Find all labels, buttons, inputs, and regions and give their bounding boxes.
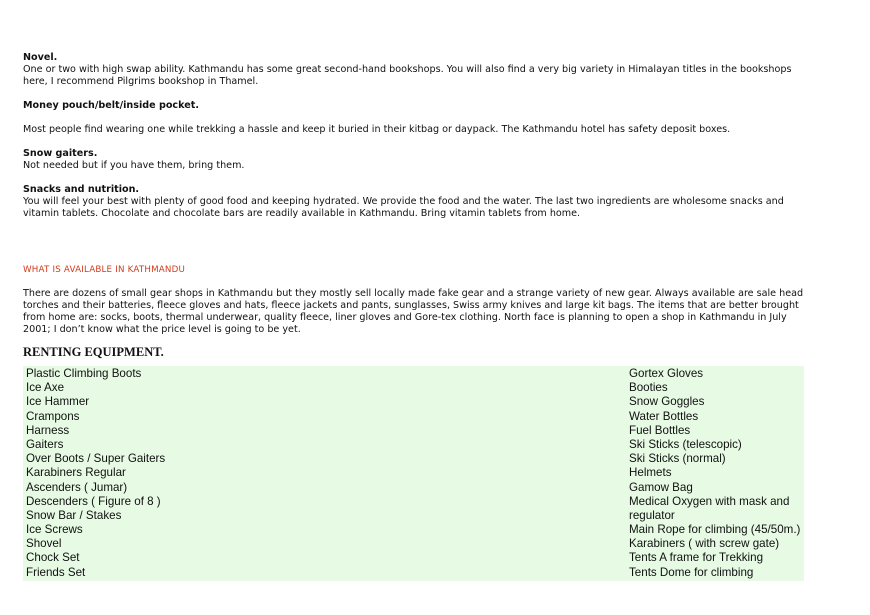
gaiters-heading: Snow gaiters. [23, 148, 98, 159]
list-item: Gortex Gloves [629, 367, 704, 380]
renting-equipment-table [23, 366, 804, 581]
list-item: Booties [629, 381, 668, 395]
list-item: Gamow Bag [629, 480, 693, 494]
list-item: Ice Hammer [26, 395, 90, 409]
list-item: Chock Set [26, 551, 80, 565]
list-item: Crampons [26, 409, 80, 423]
list-item: Tents Dome for climbing [629, 565, 754, 579]
money-heading: Money pouch/belt/inside pocket. [23, 100, 199, 111]
list-item: Tents A frame for Trekking [629, 551, 764, 565]
list-item: Ice Axe [26, 381, 65, 395]
list-item: Friends Set [26, 565, 86, 579]
list-item: Gaiters [26, 437, 64, 451]
novel-text: One or two with high swap ability. Kathmandu has some great second-hand bookshops. You will also find a very big variety in Himalayan titles in the bookshops here, I recommend Pilgrims bookshop in Thamel. [23, 64, 792, 87]
list-item: Harness [26, 423, 70, 437]
list-item: Ski Sticks (normal) [629, 452, 726, 466]
available-heading: WHAT IS AVAILABLE IN KATHMANDU [23, 265, 186, 275]
snacks-text: You will feel your best with plenty of good food and keeping hydrated. We provide the food and the water. The last two ingredients are wholesome snacks and vitamin tablets. Chocolate and chocolate bars are readily available in Kathmandu. Bring vitamin tablets from home. [23, 196, 784, 219]
list-item: Plastic Climbing Boots [26, 367, 142, 380]
available-text: There are dozens of small gear shops in Kathmandu but they mostly sell locally made fake gear and a strange variety of new gear. Always available are sale head torches and their batteries, fleece gloves and hats, fleece jackets and pants, sunglasses, Swiss army knives and large kit bags. The items that are better brought from home are: socks, boots, thermal underwear, quality fleece, liner gloves and Gore-tex clothing. North face is planning to open a shop in Kathmandu in July 2001; I don’t know what the price level is going to be yet. [23, 288, 804, 335]
list-item: Ski Sticks (telescopic) [629, 437, 742, 451]
list-item: Water Bottles [629, 409, 699, 423]
list-item: Main Rope for climbing (45/50m.) [629, 523, 801, 537]
novel-heading: Novel. [23, 52, 58, 63]
document-body [23, 52, 813, 336]
list-item: Helmets [629, 466, 672, 480]
list-item: Karabiners ( with screw gate) [629, 537, 780, 551]
renting-title: RENTING EQUIPMENT. [23, 345, 164, 359]
gaiters-text: Not needed but if you have them, bring them. [23, 160, 245, 171]
list-item: Snow Goggles [629, 395, 705, 409]
renting-left-column [26, 367, 165, 580]
list-item: Descenders ( Figure of 8 ) [26, 494, 161, 508]
list-item: Karabiners Regular [26, 466, 126, 480]
list-item: Shovel [26, 537, 62, 551]
list-item: Medical Oxygen with mask and [629, 494, 790, 508]
snacks-heading: Snacks and nutrition. [23, 184, 140, 195]
list-item: Over Boots / Super Gaiters [26, 452, 166, 466]
list-item: Fuel Bottles [629, 423, 691, 437]
list-item: Snow Bar / Stakes [26, 508, 122, 522]
list-item: Ascenders ( Jumar) [26, 480, 128, 494]
money-text: Most people find wearing one while trekking a hassle and keep it buried in their kitbag or daypack. The Kathmandu hotel has safety deposit boxes. [23, 124, 731, 135]
list-item: Ice Screws [26, 523, 83, 537]
renting-right-column [629, 367, 800, 580]
list-item: regulator [629, 508, 675, 522]
